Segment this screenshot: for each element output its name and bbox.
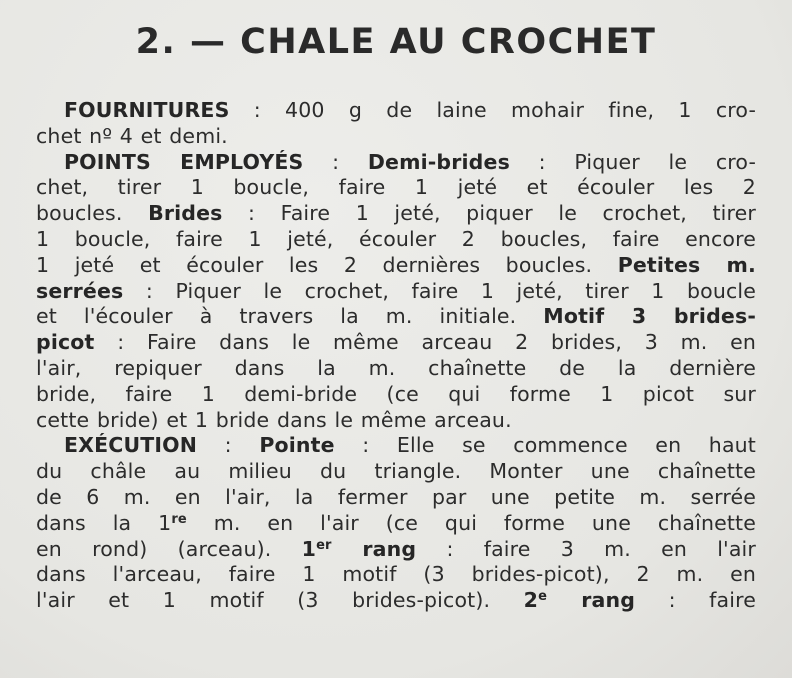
execution-line-2: du châle au milieu du triangle. Monter une chaînette — [36, 459, 756, 484]
points-line-7: et l'écouler à travers la m. initiale. Motif 3 brides- — [36, 304, 756, 329]
pointe-label: Pointe — [259, 433, 335, 458]
fournitures-line-1: FOURNITURES : 400 g de laine mohair fine, 1 cro- — [64, 98, 756, 122]
execution-line-6: dans l'arceau, faire 1 motif (3 brides-picot), 2 m. en — [36, 562, 756, 587]
execution-line-4: dans la 1re m. en l'air (ce qui forme une chaînette — [36, 510, 756, 535]
points-label: POINTS EMPLOYÉS — [64, 149, 304, 174]
serrees-label: serrées — [36, 278, 124, 303]
motif-label: Motif 3 brides- — [543, 304, 756, 329]
points-line-1: POINTS EMPLOYÉS : Demi-brides : Piquer le cro- — [64, 149, 756, 174]
rang-1-label: 1er rang — [301, 536, 417, 561]
fournitures-line-2: chet nº 4 et demi. — [36, 123, 228, 148]
execution-line-5: en rond) (arceau). 1er rang : faire 3 m. en l'air — [36, 536, 756, 561]
rang-2-label: 2e rang — [523, 588, 636, 613]
picot-label: picot — [36, 330, 95, 355]
page-title: 2. — CHALE AU CROCHET — [135, 22, 657, 62]
execution-line-1: EXÉCUTION : Pointe : Elle se commence en haut — [64, 433, 756, 458]
points-line-4: 1 boucle, faire 1 jeté, écouler 2 boucles, faire encore — [36, 226, 756, 251]
execution-line-7: l'air et 1 motif (3 brides-picot). 2e rang : faire — [36, 588, 756, 613]
points-line-8: picot : Faire dans le même arceau 2 brides, 3 m. en — [36, 330, 756, 355]
petites-m-label: Petites m. — [617, 252, 756, 277]
points-line-11: cette bride) et 1 bride dans le même arceau. — [36, 407, 512, 432]
article-body — [36, 98, 756, 614]
points-line-5: 1 jeté et écouler les 2 dernières boucles. Petites m. — [36, 252, 756, 277]
points-line-3: boucles. Brides : Faire 1 jeté, piquer le crochet, tirer — [36, 201, 756, 226]
fournitures-label: FOURNITURES — [64, 98, 230, 122]
points-line-2: chet, tirer 1 boucle, faire 1 jeté et écouler les 2 — [36, 175, 756, 200]
demi-brides-label: Demi-brides — [367, 149, 510, 174]
brides-label: Brides — [148, 201, 223, 226]
execution-label: EXÉCUTION — [64, 433, 198, 458]
points-line-6: serrées : Piquer le crochet, faire 1 jeté, tirer 1 boucle — [36, 278, 756, 303]
execution-line-3: de 6 m. en l'air, la fermer par une petite m. serrée — [36, 484, 756, 509]
points-line-10: bride, faire 1 demi-bride (ce qui forme 1 picot sur — [36, 381, 756, 406]
points-line-9: l'air, repiquer dans la m. chaînette de la dernière — [36, 355, 756, 380]
